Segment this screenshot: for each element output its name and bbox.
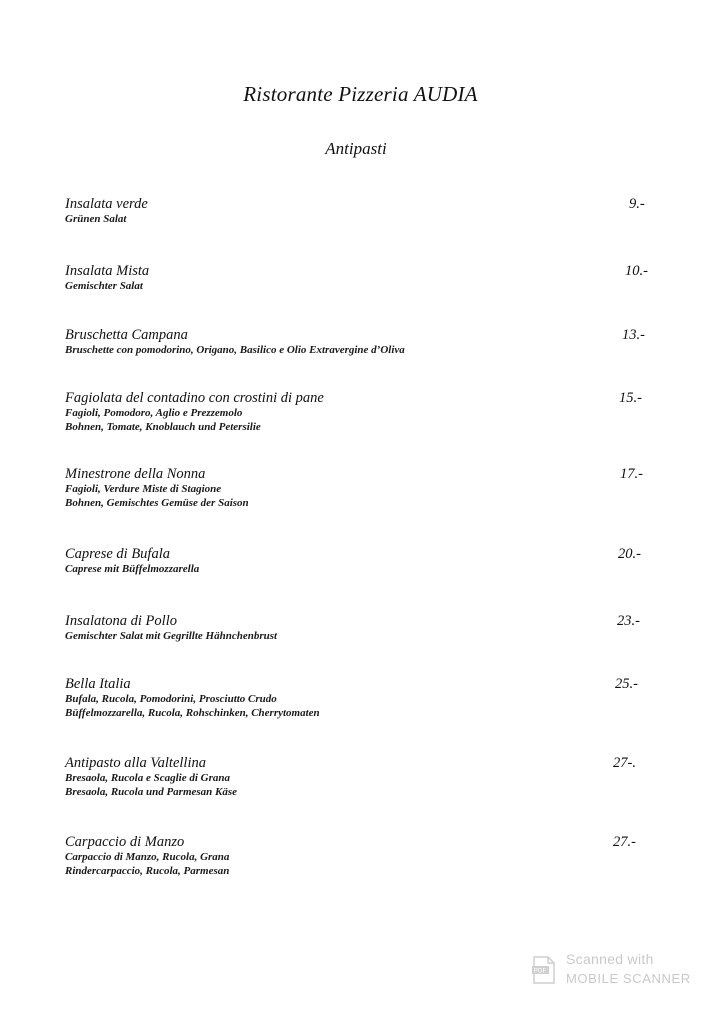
item-description: Bresaola, Rucola e Scaglie di Grana [65,772,231,784]
item-name: Antipasto alla Valtellina [65,755,206,771]
item-description: Caprese mit Büffelmozzarella [65,563,200,575]
item-price: 20.- [618,546,641,562]
item-name: Bruschetta Campana [65,327,188,343]
item-description: Bruschette con pomodorino, Origano, Basilico e Olio Extravergine d’Oliva [65,344,405,356]
item-description-de: Büffelmozzarella, Rucola, Rohschinken, Cherrytomaten [65,707,320,719]
item-price: 15.- [619,390,642,406]
pdf-document-icon [532,956,556,984]
item-name: Insalata Mista [65,263,150,279]
page-title: Ristorante Pizzeria AUDIA [243,82,478,106]
watermark-line2: MOBILE SCANNER [566,971,691,986]
menu-item-bella-italia [65,676,655,720]
menu-item-bruschetta-campana [65,327,655,357]
item-description-de: Rindercarpaccio, Rucola, Parmesan [65,865,230,877]
menu-item-fagiolata [65,390,655,434]
item-price: 17.- [620,466,643,482]
item-name: Fagiolata del contadino con crostini di pane [65,390,324,406]
watermark-line1: Scanned with [566,951,654,967]
item-price: 25.- [615,676,638,692]
item-name: Minestrone della Nonna [65,466,206,482]
item-description: Fagioli, Verdure Miste di Stagione [65,483,222,495]
item-description-de: Bohnen, Tomate, Knoblauch und Petersilie [65,421,261,433]
svg-text:PDF: PDF [533,967,547,975]
section-title: Antipasti [325,139,387,158]
item-name: Insalatona di Pollo [65,613,177,629]
item-name: Bella Italia [65,676,131,692]
menu-item-antipasto-valtellina [65,755,655,799]
item-price: 27.- [613,834,636,850]
scanner-watermark [532,950,692,990]
item-description-de: Bresaola, Rucola und Parmesan Käse [65,786,238,798]
menu-item-minestrone [65,466,655,510]
menu-item-insalatona-di-pollo [65,613,655,643]
item-price: 27-. [613,755,636,771]
item-description-de: Bohnen, Gemischtes Gemüse der Saison [65,497,249,509]
item-name: Carpaccio di Manzo [65,834,185,850]
menu-item-insalata-mista [65,263,655,293]
item-price: 23.- [617,613,640,629]
item-name: Caprese di Bufala [65,546,170,562]
item-description: Fagioli, Pomodoro, Aglio e Prezzemolo [65,407,243,419]
menu-item-carpaccio [65,834,655,878]
item-description: Gemischter Salat [65,280,143,292]
item-description: Grünen Salat [65,213,127,225]
item-description: Gemischter Salat mit Gegrillte Hähnchenbrust [65,630,278,642]
item-price: 10.- [625,263,648,279]
item-price: 9.- [629,196,645,212]
menu-item-caprese [65,546,655,576]
item-description: Carpaccio di Manzo, Rucola, Grana [65,851,230,863]
item-description: Bufala, Rucola, Pomodorini, Prosciutto Crudo [65,693,277,705]
menu-item-insalata-verde [65,196,655,226]
item-name: Insalata verde [65,196,148,212]
item-price: 13.- [622,327,645,343]
